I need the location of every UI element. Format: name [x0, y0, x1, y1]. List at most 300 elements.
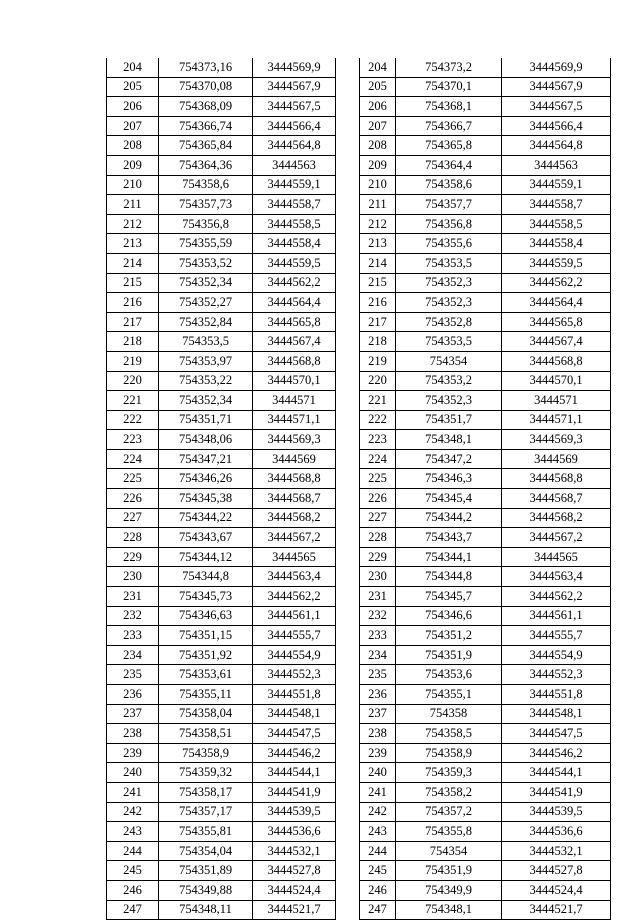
x-coordinate-cell: 754351,9 — [396, 861, 502, 881]
y-coordinate-cell: 3444565,8 — [502, 312, 611, 332]
x-coordinate-cell: 754359,32 — [159, 763, 253, 783]
table-row — [360, 371, 611, 391]
point-number-cell: 245 — [360, 861, 396, 881]
table-row — [107, 528, 336, 548]
y-coordinate-cell: 3444568,8 — [502, 351, 611, 371]
table-row — [107, 410, 336, 430]
table-row — [360, 58, 611, 77]
x-coordinate-cell: 754366,74 — [159, 116, 253, 136]
x-coordinate-cell: 754358 — [396, 704, 502, 724]
table-row — [360, 155, 611, 175]
table-row — [360, 567, 611, 587]
y-coordinate-cell: 3444551,8 — [253, 685, 336, 705]
y-coordinate-cell: 3444554,9 — [502, 645, 611, 665]
point-number-cell: 214 — [360, 253, 396, 273]
x-coordinate-cell: 754353,61 — [159, 665, 253, 685]
table-row — [360, 508, 611, 528]
table-row — [107, 508, 336, 528]
y-coordinate-cell: 3444571 — [502, 391, 611, 411]
point-number-cell: 226 — [360, 489, 396, 509]
point-number-cell: 208 — [107, 136, 159, 156]
point-number-cell: 242 — [107, 802, 159, 822]
coordinates-table-left — [106, 58, 336, 920]
point-number-cell: 239 — [360, 743, 396, 763]
y-coordinate-cell: 3444564,8 — [502, 136, 611, 156]
y-coordinate-cell: 3444567,9 — [502, 77, 611, 97]
x-coordinate-cell: 754368,1 — [396, 97, 502, 117]
x-coordinate-cell: 754357,17 — [159, 802, 253, 822]
table-row — [360, 175, 611, 195]
x-coordinate-cell: 754344,2 — [396, 508, 502, 528]
point-number-cell: 235 — [360, 665, 396, 685]
x-coordinate-cell: 754349,88 — [159, 880, 253, 900]
point-number-cell: 238 — [360, 724, 396, 744]
y-coordinate-cell: 3444563,4 — [502, 567, 611, 587]
table-row — [360, 273, 611, 293]
x-coordinate-cell: 754356,8 — [159, 214, 253, 234]
table-row — [107, 665, 336, 685]
y-coordinate-cell: 3444566,4 — [502, 116, 611, 136]
x-coordinate-cell: 754352,3 — [396, 273, 502, 293]
y-coordinate-cell: 3444555,7 — [253, 626, 336, 646]
x-coordinate-cell: 754353,97 — [159, 351, 253, 371]
x-coordinate-cell: 754351,2 — [396, 626, 502, 646]
y-coordinate-cell: 3444558,5 — [502, 214, 611, 234]
point-number-cell: 219 — [360, 351, 396, 371]
x-coordinate-cell: 754348,1 — [396, 900, 502, 920]
point-number-cell: 226 — [107, 489, 159, 509]
x-coordinate-cell: 754357,7 — [396, 195, 502, 215]
table-row — [360, 234, 611, 254]
x-coordinate-cell: 754353,5 — [396, 332, 502, 352]
y-coordinate-cell: 3444571,1 — [502, 410, 611, 430]
y-coordinate-cell: 3444571 — [253, 391, 336, 411]
x-coordinate-cell: 754354,04 — [159, 841, 253, 861]
point-number-cell: 245 — [107, 861, 159, 881]
x-coordinate-cell: 754345,38 — [159, 489, 253, 509]
x-coordinate-cell: 754351,89 — [159, 861, 253, 881]
table-row — [360, 332, 611, 352]
point-number-cell: 228 — [360, 528, 396, 548]
point-number-cell: 207 — [107, 116, 159, 136]
y-coordinate-cell: 3444564,4 — [253, 293, 336, 313]
x-coordinate-cell: 754346,6 — [396, 606, 502, 626]
table-row — [360, 880, 611, 900]
table-row — [360, 802, 611, 822]
point-number-cell: 206 — [107, 97, 159, 117]
y-coordinate-cell: 3444567,2 — [502, 528, 611, 548]
x-coordinate-cell: 754358,17 — [159, 782, 253, 802]
table-row — [360, 763, 611, 783]
point-number-cell: 217 — [360, 312, 396, 332]
y-coordinate-cell: 3444561,1 — [502, 606, 611, 626]
x-coordinate-cell: 754358,9 — [396, 743, 502, 763]
table-row — [360, 430, 611, 450]
point-number-cell: 217 — [107, 312, 159, 332]
table-row — [107, 312, 336, 332]
y-coordinate-cell: 3444568,2 — [253, 508, 336, 528]
point-number-cell: 224 — [360, 449, 396, 469]
point-number-cell: 230 — [360, 567, 396, 587]
x-coordinate-cell: 754352,34 — [159, 273, 253, 293]
x-coordinate-cell: 754352,84 — [159, 312, 253, 332]
point-number-cell: 204 — [360, 58, 396, 77]
table-row — [107, 841, 336, 861]
y-coordinate-cell: 3444558,7 — [502, 195, 611, 215]
x-coordinate-cell: 754345,4 — [396, 489, 502, 509]
table-row — [107, 900, 336, 920]
y-coordinate-cell: 3444532,1 — [253, 841, 336, 861]
table-row — [360, 743, 611, 763]
y-coordinate-cell: 3444559,1 — [253, 175, 336, 195]
x-coordinate-cell: 754355,8 — [396, 822, 502, 842]
table-row — [107, 782, 336, 802]
y-coordinate-cell: 3444547,5 — [253, 724, 336, 744]
y-coordinate-cell: 3444539,5 — [253, 802, 336, 822]
x-coordinate-cell: 754358,9 — [159, 743, 253, 763]
x-coordinate-cell: 754344,8 — [159, 567, 253, 587]
point-number-cell: 211 — [360, 195, 396, 215]
table-row — [107, 861, 336, 881]
table-row — [107, 77, 336, 97]
x-coordinate-cell: 754358,5 — [396, 724, 502, 744]
point-number-cell: 237 — [107, 704, 159, 724]
x-coordinate-cell: 754353,6 — [396, 665, 502, 685]
y-coordinate-cell: 3444567,5 — [502, 97, 611, 117]
table-row — [107, 704, 336, 724]
table-row — [360, 528, 611, 548]
x-coordinate-cell: 754359,3 — [396, 763, 502, 783]
table-row — [107, 606, 336, 626]
x-coordinate-cell: 754353,52 — [159, 253, 253, 273]
point-number-cell: 243 — [360, 822, 396, 842]
x-coordinate-cell: 754353,5 — [396, 253, 502, 273]
table-row — [107, 469, 336, 489]
point-number-cell: 209 — [107, 155, 159, 175]
y-coordinate-cell: 3444567,4 — [502, 332, 611, 352]
point-number-cell: 219 — [107, 351, 159, 371]
point-number-cell: 234 — [107, 645, 159, 665]
point-number-cell: 218 — [107, 332, 159, 352]
x-coordinate-cell: 754373,2 — [396, 58, 502, 77]
y-coordinate-cell: 3444527,8 — [253, 861, 336, 881]
y-coordinate-cell: 3444532,1 — [502, 841, 611, 861]
table-row — [107, 802, 336, 822]
table-body — [107, 58, 336, 920]
point-number-cell: 215 — [107, 273, 159, 293]
table-row — [360, 822, 611, 842]
point-number-cell: 229 — [360, 547, 396, 567]
x-coordinate-cell: 754351,7 — [396, 410, 502, 430]
table-row — [360, 97, 611, 117]
y-coordinate-cell: 3444521,7 — [502, 900, 611, 920]
x-coordinate-cell: 754365,8 — [396, 136, 502, 156]
y-coordinate-cell: 3444527,8 — [502, 861, 611, 881]
point-number-cell: 205 — [360, 77, 396, 97]
y-coordinate-cell: 3444563 — [502, 155, 611, 175]
point-number-cell: 233 — [360, 626, 396, 646]
point-number-cell: 211 — [107, 195, 159, 215]
point-number-cell: 225 — [360, 469, 396, 489]
point-number-cell: 212 — [360, 214, 396, 234]
table-row — [360, 606, 611, 626]
point-number-cell: 222 — [360, 410, 396, 430]
y-coordinate-cell: 3444567,9 — [253, 77, 336, 97]
y-coordinate-cell: 3444564,4 — [502, 293, 611, 313]
y-coordinate-cell: 3444562,2 — [502, 587, 611, 607]
x-coordinate-cell: 754354 — [396, 841, 502, 861]
x-coordinate-cell: 754343,67 — [159, 528, 253, 548]
x-coordinate-cell: 754344,8 — [396, 567, 502, 587]
x-coordinate-cell: 754344,12 — [159, 547, 253, 567]
table-row — [107, 214, 336, 234]
point-number-cell: 231 — [107, 587, 159, 607]
y-coordinate-cell: 3444546,2 — [253, 743, 336, 763]
table-row — [107, 587, 336, 607]
point-number-cell: 213 — [107, 234, 159, 254]
x-coordinate-cell: 754353,22 — [159, 371, 253, 391]
y-coordinate-cell: 3444558,7 — [253, 195, 336, 215]
y-coordinate-cell: 3444558,4 — [253, 234, 336, 254]
table-row — [107, 332, 336, 352]
point-number-cell: 216 — [107, 293, 159, 313]
y-coordinate-cell: 3444568,8 — [253, 469, 336, 489]
x-coordinate-cell: 754346,26 — [159, 469, 253, 489]
x-coordinate-cell: 754348,11 — [159, 900, 253, 920]
table-row — [107, 489, 336, 509]
table-row — [107, 626, 336, 646]
x-coordinate-cell: 754364,4 — [396, 155, 502, 175]
table-row — [360, 724, 611, 744]
y-coordinate-cell: 3444568,2 — [502, 508, 611, 528]
point-number-cell: 247 — [360, 900, 396, 920]
y-coordinate-cell: 3444566,4 — [253, 116, 336, 136]
x-coordinate-cell: 754370,1 — [396, 77, 502, 97]
y-coordinate-cell: 3444521,7 — [253, 900, 336, 920]
y-coordinate-cell: 3444569,9 — [253, 58, 336, 77]
y-coordinate-cell: 3444558,4 — [502, 234, 611, 254]
table-row — [107, 293, 336, 313]
y-coordinate-cell: 3444561,1 — [253, 606, 336, 626]
table-row — [107, 58, 336, 77]
y-coordinate-cell: 3444570,1 — [253, 371, 336, 391]
table-row — [360, 214, 611, 234]
point-number-cell: 242 — [360, 802, 396, 822]
table-row — [360, 351, 611, 371]
table-row — [107, 234, 336, 254]
x-coordinate-cell: 754358,6 — [396, 175, 502, 195]
table-row — [107, 136, 336, 156]
x-coordinate-cell: 754356,8 — [396, 214, 502, 234]
table-row — [360, 861, 611, 881]
x-coordinate-cell: 754370,08 — [159, 77, 253, 97]
x-coordinate-cell: 754344,1 — [396, 547, 502, 567]
x-coordinate-cell: 754355,11 — [159, 685, 253, 705]
table-row — [360, 293, 611, 313]
point-number-cell: 218 — [360, 332, 396, 352]
table-row — [360, 685, 611, 705]
x-coordinate-cell: 754368,09 — [159, 97, 253, 117]
point-number-cell: 240 — [107, 763, 159, 783]
point-number-cell: 228 — [107, 528, 159, 548]
table-row — [107, 880, 336, 900]
x-coordinate-cell: 754365,84 — [159, 136, 253, 156]
y-coordinate-cell: 3444546,2 — [502, 743, 611, 763]
table-row — [107, 567, 336, 587]
table-row — [360, 469, 611, 489]
point-number-cell: 225 — [107, 469, 159, 489]
x-coordinate-cell: 754347,2 — [396, 449, 502, 469]
x-coordinate-cell: 754355,59 — [159, 234, 253, 254]
y-coordinate-cell: 3444569,3 — [253, 430, 336, 450]
y-coordinate-cell: 3444568,7 — [253, 489, 336, 509]
x-coordinate-cell: 754366,7 — [396, 116, 502, 136]
table-row — [107, 743, 336, 763]
x-coordinate-cell: 754357,2 — [396, 802, 502, 822]
point-number-cell: 233 — [107, 626, 159, 646]
x-coordinate-cell: 754358,2 — [396, 782, 502, 802]
y-coordinate-cell: 3444559,1 — [502, 175, 611, 195]
table-row — [107, 685, 336, 705]
x-coordinate-cell: 754345,7 — [396, 587, 502, 607]
y-coordinate-cell: 3444562,2 — [253, 273, 336, 293]
table-row — [360, 587, 611, 607]
point-number-cell: 223 — [360, 430, 396, 450]
table-row — [107, 195, 336, 215]
point-number-cell: 208 — [360, 136, 396, 156]
y-coordinate-cell: 3444570,1 — [502, 371, 611, 391]
point-number-cell: 227 — [107, 508, 159, 528]
y-coordinate-cell: 3444548,1 — [502, 704, 611, 724]
y-coordinate-cell: 3444554,9 — [253, 645, 336, 665]
y-coordinate-cell: 3444567,2 — [253, 528, 336, 548]
x-coordinate-cell: 754354 — [396, 351, 502, 371]
table-row — [107, 155, 336, 175]
y-coordinate-cell: 3444568,8 — [253, 351, 336, 371]
point-number-cell: 221 — [360, 391, 396, 411]
x-coordinate-cell: 754343,7 — [396, 528, 502, 548]
y-coordinate-cell: 3444571,1 — [253, 410, 336, 430]
y-coordinate-cell: 3444547,5 — [502, 724, 611, 744]
y-coordinate-cell: 3444568,7 — [502, 489, 611, 509]
point-number-cell: 210 — [360, 175, 396, 195]
point-number-cell: 221 — [107, 391, 159, 411]
y-coordinate-cell: 3444536,6 — [253, 822, 336, 842]
point-number-cell: 214 — [107, 253, 159, 273]
table-row — [360, 626, 611, 646]
table-row — [107, 430, 336, 450]
point-number-cell: 224 — [107, 449, 159, 469]
y-coordinate-cell: 3444567,4 — [253, 332, 336, 352]
x-coordinate-cell: 754358,04 — [159, 704, 253, 724]
table-row — [107, 273, 336, 293]
point-number-cell: 238 — [107, 724, 159, 744]
table-row — [107, 763, 336, 783]
x-coordinate-cell: 754352,3 — [396, 293, 502, 313]
table-row — [360, 841, 611, 861]
table-row — [360, 645, 611, 665]
point-number-cell: 220 — [360, 371, 396, 391]
point-number-cell: 232 — [360, 606, 396, 626]
point-number-cell: 216 — [360, 293, 396, 313]
table-row — [360, 900, 611, 920]
point-number-cell: 229 — [107, 547, 159, 567]
point-number-cell: 227 — [360, 508, 396, 528]
table-row — [360, 312, 611, 332]
point-number-cell: 209 — [360, 155, 396, 175]
table-row — [360, 410, 611, 430]
table-row — [107, 822, 336, 842]
x-coordinate-cell: 754351,71 — [159, 410, 253, 430]
x-coordinate-cell: 754358,6 — [159, 175, 253, 195]
point-number-cell: 235 — [107, 665, 159, 685]
point-number-cell: 244 — [360, 841, 396, 861]
x-coordinate-cell: 754353,5 — [159, 332, 253, 352]
table-row — [360, 782, 611, 802]
y-coordinate-cell: 3444563,4 — [253, 567, 336, 587]
table-row — [107, 371, 336, 391]
table-row — [360, 77, 611, 97]
y-coordinate-cell: 3444524,4 — [502, 880, 611, 900]
y-coordinate-cell: 3444541,9 — [253, 782, 336, 802]
point-number-cell: 241 — [107, 782, 159, 802]
point-number-cell: 241 — [360, 782, 396, 802]
point-number-cell: 212 — [107, 214, 159, 234]
y-coordinate-cell: 3444562,2 — [253, 587, 336, 607]
point-number-cell: 232 — [107, 606, 159, 626]
y-coordinate-cell: 3444569 — [253, 449, 336, 469]
y-coordinate-cell: 3444539,5 — [502, 802, 611, 822]
y-coordinate-cell: 3444544,1 — [502, 763, 611, 783]
point-number-cell: 243 — [107, 822, 159, 842]
point-number-cell: 215 — [360, 273, 396, 293]
x-coordinate-cell: 754347,21 — [159, 449, 253, 469]
table-row — [107, 351, 336, 371]
point-number-cell: 205 — [107, 77, 159, 97]
point-number-cell: 231 — [360, 587, 396, 607]
table-row — [360, 136, 611, 156]
point-number-cell: 230 — [107, 567, 159, 587]
x-coordinate-cell: 754349,9 — [396, 880, 502, 900]
x-coordinate-cell: 754364,36 — [159, 155, 253, 175]
point-number-cell: 234 — [360, 645, 396, 665]
table-row — [107, 449, 336, 469]
x-coordinate-cell: 754351,9 — [396, 645, 502, 665]
point-number-cell: 220 — [107, 371, 159, 391]
table-row — [107, 97, 336, 117]
x-coordinate-cell: 754352,3 — [396, 391, 502, 411]
table-row — [107, 724, 336, 744]
y-coordinate-cell: 3444558,5 — [253, 214, 336, 234]
x-coordinate-cell: 754348,1 — [396, 430, 502, 450]
y-coordinate-cell: 3444562,2 — [502, 273, 611, 293]
table-body — [360, 58, 611, 920]
point-number-cell: 236 — [107, 685, 159, 705]
table-row — [360, 665, 611, 685]
x-coordinate-cell: 754352,34 — [159, 391, 253, 411]
table-row — [360, 116, 611, 136]
table-row — [107, 175, 336, 195]
x-coordinate-cell: 754345,73 — [159, 587, 253, 607]
point-number-cell: 236 — [360, 685, 396, 705]
x-coordinate-cell: 754353,2 — [396, 371, 502, 391]
y-coordinate-cell: 3444536,6 — [502, 822, 611, 842]
point-number-cell: 213 — [360, 234, 396, 254]
x-coordinate-cell: 754355,6 — [396, 234, 502, 254]
point-number-cell: 246 — [107, 880, 159, 900]
y-coordinate-cell: 3444552,3 — [502, 665, 611, 685]
y-coordinate-cell: 3444565 — [502, 547, 611, 567]
